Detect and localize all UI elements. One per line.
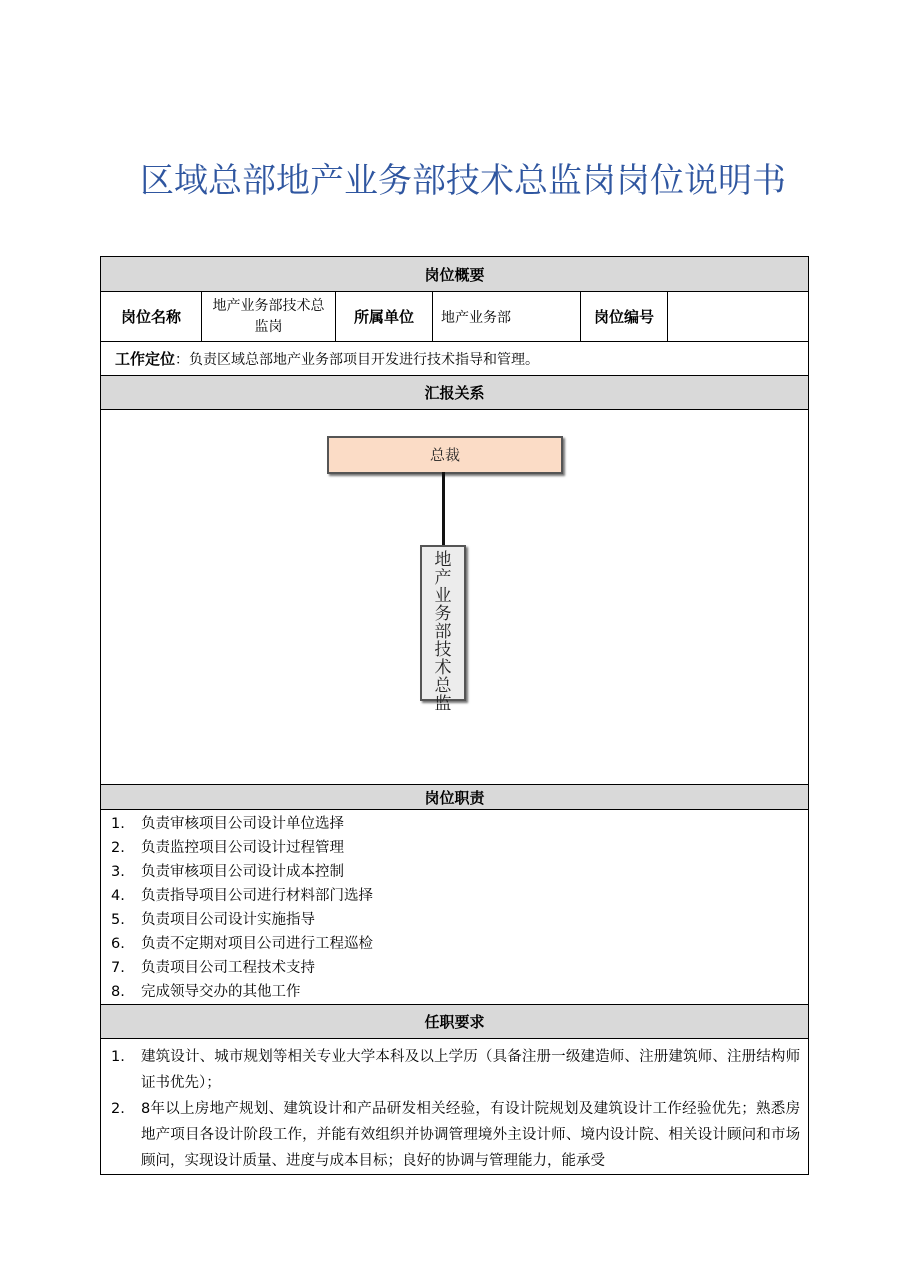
position-code-value [668,292,809,342]
requirements-list [101,1039,808,1174]
work-position-value: ：负责区域总部地产业务部项目开发进行技术指导和管理。 [175,352,540,368]
position-code-label: 岗位编号 [581,292,668,342]
duty-item-number: 2. [111,840,125,856]
duty-item-text: 完成领导交办的其他工作 [141,984,301,1000]
duty-item [101,836,808,860]
duty-item-text: 负责审核项目公司设计单位选择 [141,816,344,832]
duty-item [101,980,808,1004]
duty-item-text: 负责审核项目公司设计成本控制 [141,864,344,880]
requirements-header: 任职要求 [101,1005,809,1039]
report-header: 汇报关系 [101,376,809,410]
duty-item [101,884,808,908]
duty-item-number: 5. [111,912,125,928]
requirement-item [101,1044,808,1096]
work-position-label: 工作定位 [115,350,176,368]
duty-item-number: 8. [111,984,125,1000]
requirement-item-number: 2. [111,1101,125,1117]
duty-item-text: 负责不定期对项目公司进行工程巡检 [141,936,373,952]
duty-item-text: 负责项目公司设计实施指导 [141,912,315,928]
org-connector [442,472,445,545]
duty-item [101,908,808,932]
duty-item [101,812,808,836]
unit-value: 地产业务部 [433,292,581,342]
work-position-row [101,342,809,376]
duty-item-number: 6. [111,936,125,952]
duty-item-text: 负责指导项目公司进行材料部门选择 [141,888,373,904]
org-chart [101,410,808,784]
job-description-table [100,256,809,1175]
duty-item-number: 4. [111,888,125,904]
duty-item-text: 负责项目公司工程技术支持 [141,960,315,976]
requirement-item-number: 1. [111,1049,125,1065]
position-name-label: 岗位名称 [101,292,202,342]
unit-label: 所属单位 [336,292,433,342]
duty-item [101,932,808,956]
org-node-subordinate [420,545,466,714]
duty-item [101,956,808,980]
requirement-item-text: 8年以上房地产规划、建筑设计和产品研发相关经验，有设计院规划及建筑设计工作经验优先；熟悉房地产项目各设计阶段工作，并能有效组织并协调管理境外主设计师、境内设计院、相关设计顾问和市场顾问，实现设计质量、进度与成本目标；良好的协调与管理能力，能承受 [141,1101,801,1169]
org-node-subordinate-label: 地产业务部技术总监 [434,550,452,714]
duties-header: 岗位职责 [101,785,809,810]
overview-header: 岗位概要 [101,257,809,292]
duty-item-text: 负责监控项目公司设计过程管理 [141,840,344,856]
requirements-cell [101,1039,809,1175]
duty-item-number: 7. [111,960,125,976]
duties-cell [101,810,809,1005]
duty-item-number: 1. [111,816,125,832]
position-name-value: 地产业务部技术总监岗 [202,292,336,342]
org-chart-cell [101,410,809,785]
requirement-item-text: 建筑设计、城市规划等相关专业大学本科及以上学历（具备注册一级建造师、注册建筑师、注册结构师证书优先）； [141,1049,801,1091]
duties-list [101,810,808,1004]
org-node-superior: 总裁 [327,436,563,474]
duty-item [101,860,808,884]
document-title: 区域总部地产业务部技术总监岗岗位说明书 [140,161,786,201]
duty-item-number: 3. [111,864,125,880]
requirement-item [101,1096,808,1174]
